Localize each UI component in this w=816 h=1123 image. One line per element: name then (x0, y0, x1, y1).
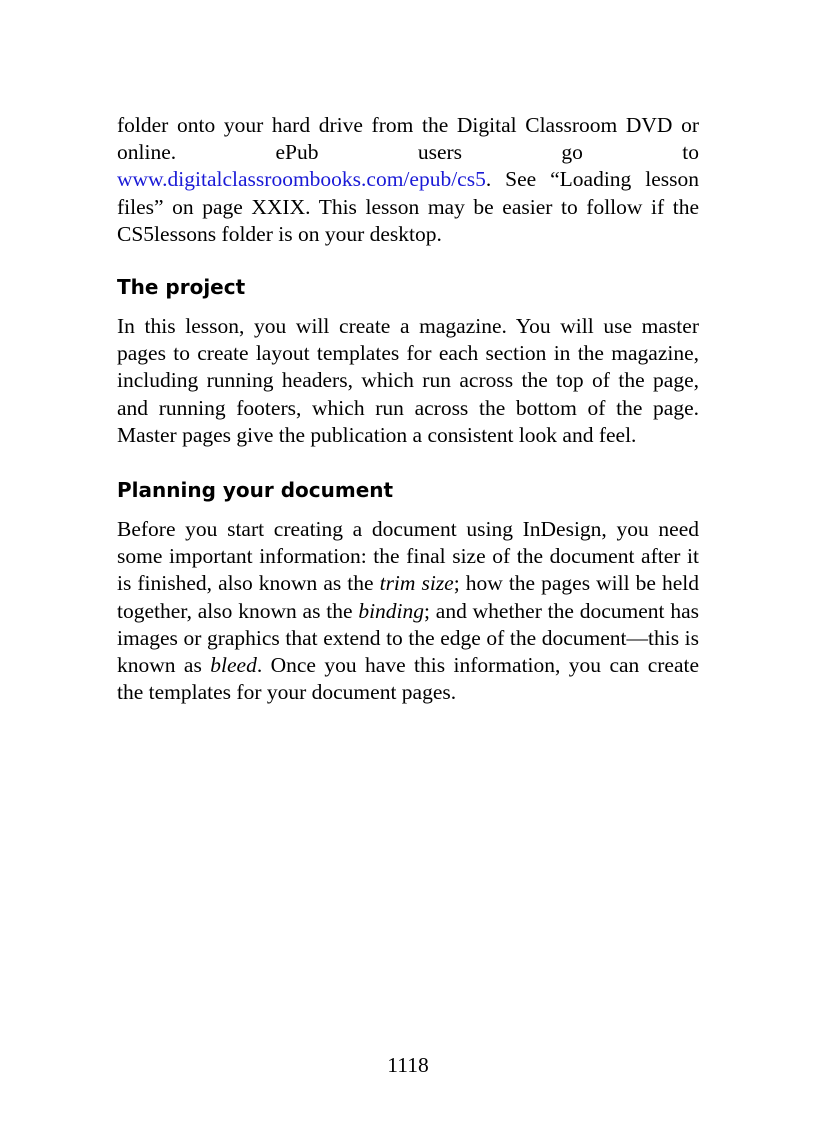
planning-text-part2: ; how the pages will be held together, also known as the (117, 571, 699, 623)
term-trim-size: trim size (379, 571, 454, 596)
section-heading-planning: Planning your document (117, 478, 394, 503)
planning-text-part1: Before you start creating a document using InDesign, you need some important information: the final size of the document after it is finished, also known as the (117, 517, 699, 596)
intro-paragraph (117, 112, 699, 248)
planning-paragraph (117, 516, 699, 706)
planning-text-part3: ; and whether the document has images or graphics that extend to the edge of the document—this is known as (117, 598, 699, 678)
planning-text-part4: . Once you have this information, you can create the templates for your document pages. (117, 653, 700, 705)
page-number: 1118 (387, 1053, 429, 1077)
term-bleed: bleed (210, 653, 257, 678)
page-content (117, 112, 699, 706)
intro-text-after-link: . See “Loading lesson files” on page XXIX. This lesson may be easier to follow if the CS5lessons folder is on your desktop. (117, 167, 699, 246)
intro-text-before-link: folder onto your hard drive from the Digital Classroom DVD or online. ePub users go to (117, 113, 699, 165)
section-heading-project: The project (117, 275, 246, 300)
term-binding: binding (358, 598, 425, 623)
epub-link[interactable]: www.digitalclassroombooks.com/epub/cs5 (117, 167, 486, 192)
project-paragraph: In this lesson, you will create a magazine. You will use master pages to create layout templates for each section in the magazine, including running headers, which run across the top of the page, and running footers, which run across the bottom of the page. Master pages give the publication a consistent look and feel. (117, 314, 699, 447)
